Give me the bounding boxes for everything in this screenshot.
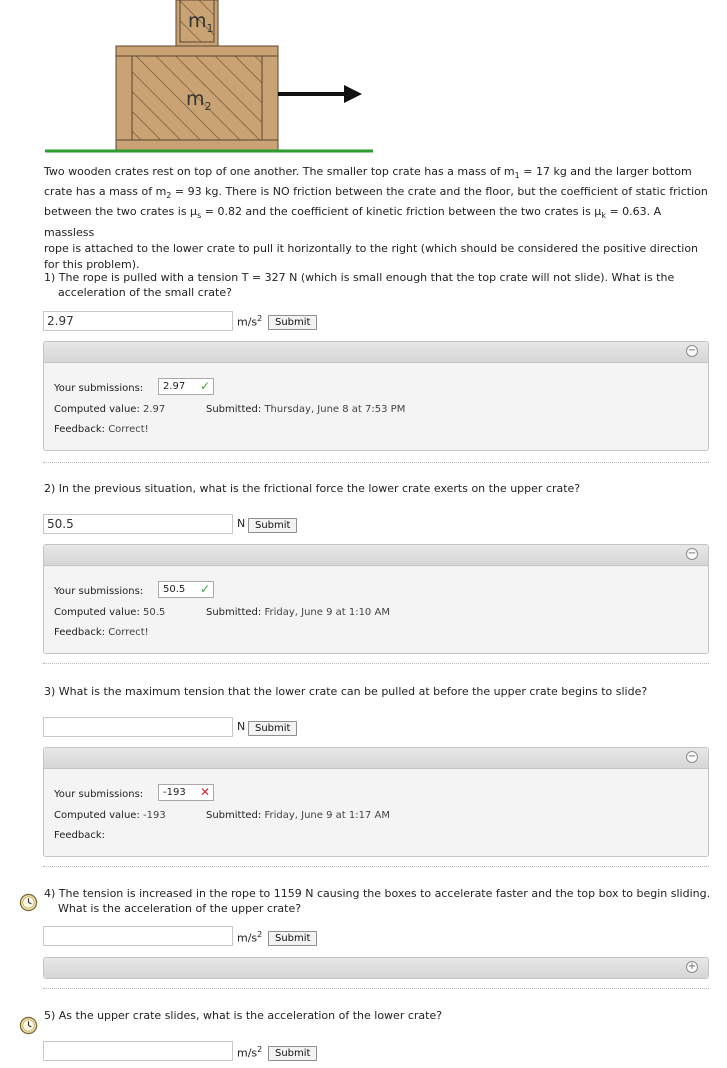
checkmark-icon: ✓ xyxy=(199,582,210,596)
question-3-text: 3) What is the maximum tension that the lower crate can be pulled at before the upper crate begins to slide? xyxy=(44,685,648,698)
checkmark-icon: ✓ xyxy=(199,379,210,393)
submission-box: -193 ✕ xyxy=(158,784,214,801)
clock-icon xyxy=(19,893,38,912)
panel-header xyxy=(44,342,708,363)
divider xyxy=(43,663,709,664)
question-1-submission-panel xyxy=(43,341,709,451)
question-3-answer-input[interactable] xyxy=(43,717,233,737)
divider xyxy=(43,866,709,867)
feedback-line: Feedback: Correct! xyxy=(54,424,149,435)
panel-header xyxy=(44,545,708,566)
collapse-icon[interactable]: − xyxy=(687,751,697,762)
computed-value-line: Computed value: 2.97 xyxy=(54,404,166,415)
question-1-text: 1) The rope is pulled with a tension T = 327 N (which is small enough that the top crate will not slide). What is the acceleration of the small crate? xyxy=(44,271,675,299)
question-4-answer-input[interactable] xyxy=(43,926,233,946)
divider xyxy=(43,462,709,463)
question-1-submit-button[interactable]: Submit xyxy=(268,315,317,330)
cross-icon: ✕ xyxy=(199,785,210,799)
question-4-unit: $m/s^2$ xyxy=(237,930,263,945)
feedback-line: Feedback: Correct! xyxy=(54,627,149,638)
question-5-text: 5) As the upper crate slides, what is the acceleration of the lower crate? xyxy=(44,1009,443,1022)
question-3-submit-button[interactable]: Submit xyxy=(248,721,297,736)
computed-value-line: Computed value: -193 xyxy=(54,810,166,821)
m2-label: $m_2$ xyxy=(186,88,212,113)
problem-statement: Two wooden crates rest on top of one another. The smaller top crate has a mass of $m_1 = 17$ kg and the larger bottom crate has a mass of $m_2 = 93$ kg. There is NO friction between the crate and the floor, but the coefficient of static friction between the two crates is $\mu_s = 0.82$ and the coefficient of kinetic friction between the two crates is $\mu_k = 0.63$. A massless rope is attached to the lower crate to pull it horizontally to the right (which should be considered the positive direction for this problem). xyxy=(44,165,708,271)
divider xyxy=(43,988,709,989)
submitted-line: Submitted: Thursday, June 8 at 7:53 PM xyxy=(206,404,406,415)
question-1-answer-input[interactable] xyxy=(43,311,233,331)
your-submissions-label: Your submissions: xyxy=(54,789,144,800)
question-2-answer-input[interactable] xyxy=(43,514,233,534)
question-2-submit-button[interactable]: Submit xyxy=(248,518,297,533)
clock-icon xyxy=(19,1016,38,1035)
question-5-answer-input[interactable] xyxy=(43,1041,233,1061)
rope-arrow xyxy=(278,85,362,103)
question-1-unit: $m/s^2$ xyxy=(237,314,263,329)
expand-icon[interactable]: + xyxy=(687,961,697,972)
your-submissions-label: Your submissions: xyxy=(54,586,144,597)
computed-value-line: Computed value: 50.5 xyxy=(54,607,166,618)
question-5-submit-button[interactable]: Submit xyxy=(268,1046,317,1061)
panel-header xyxy=(44,958,708,978)
collapse-icon[interactable]: − xyxy=(687,548,697,559)
question-5-unit: $m/s^2$ xyxy=(237,1045,263,1060)
submission-box: 50.5 ✓ xyxy=(158,581,214,598)
m1-label: $m_1$ xyxy=(188,10,214,35)
submitted-line: Submitted: Friday, June 9 at 1:17 AM xyxy=(206,810,390,821)
question-3-submission-panel xyxy=(43,747,709,857)
collapse-icon[interactable]: − xyxy=(687,345,697,356)
panel-header xyxy=(44,748,708,769)
question-2-submission-panel xyxy=(43,544,709,654)
question-4-submission-panel xyxy=(43,957,709,979)
question-2-unit: N xyxy=(237,517,246,530)
feedback-line: Feedback: xyxy=(54,830,105,841)
question-2-text: 2) In the previous situation, what is the frictional force the lower crate exerts on the upper crate? xyxy=(44,482,581,495)
your-submissions-label: Your submissions: xyxy=(54,383,144,394)
submission-box: 2.97 ✓ xyxy=(158,378,214,395)
question-4-text: 4) The tension is increased in the rope to 1159 N causing the boxes to accelerate faster and the top box to begin sliding. What is the acceleration of the upper crate? xyxy=(44,887,711,915)
submitted-line: Submitted: Friday, June 9 at 1:10 AM xyxy=(206,607,390,618)
question-3-unit: N xyxy=(237,720,246,733)
question-4-submit-button[interactable]: Submit xyxy=(268,931,317,946)
